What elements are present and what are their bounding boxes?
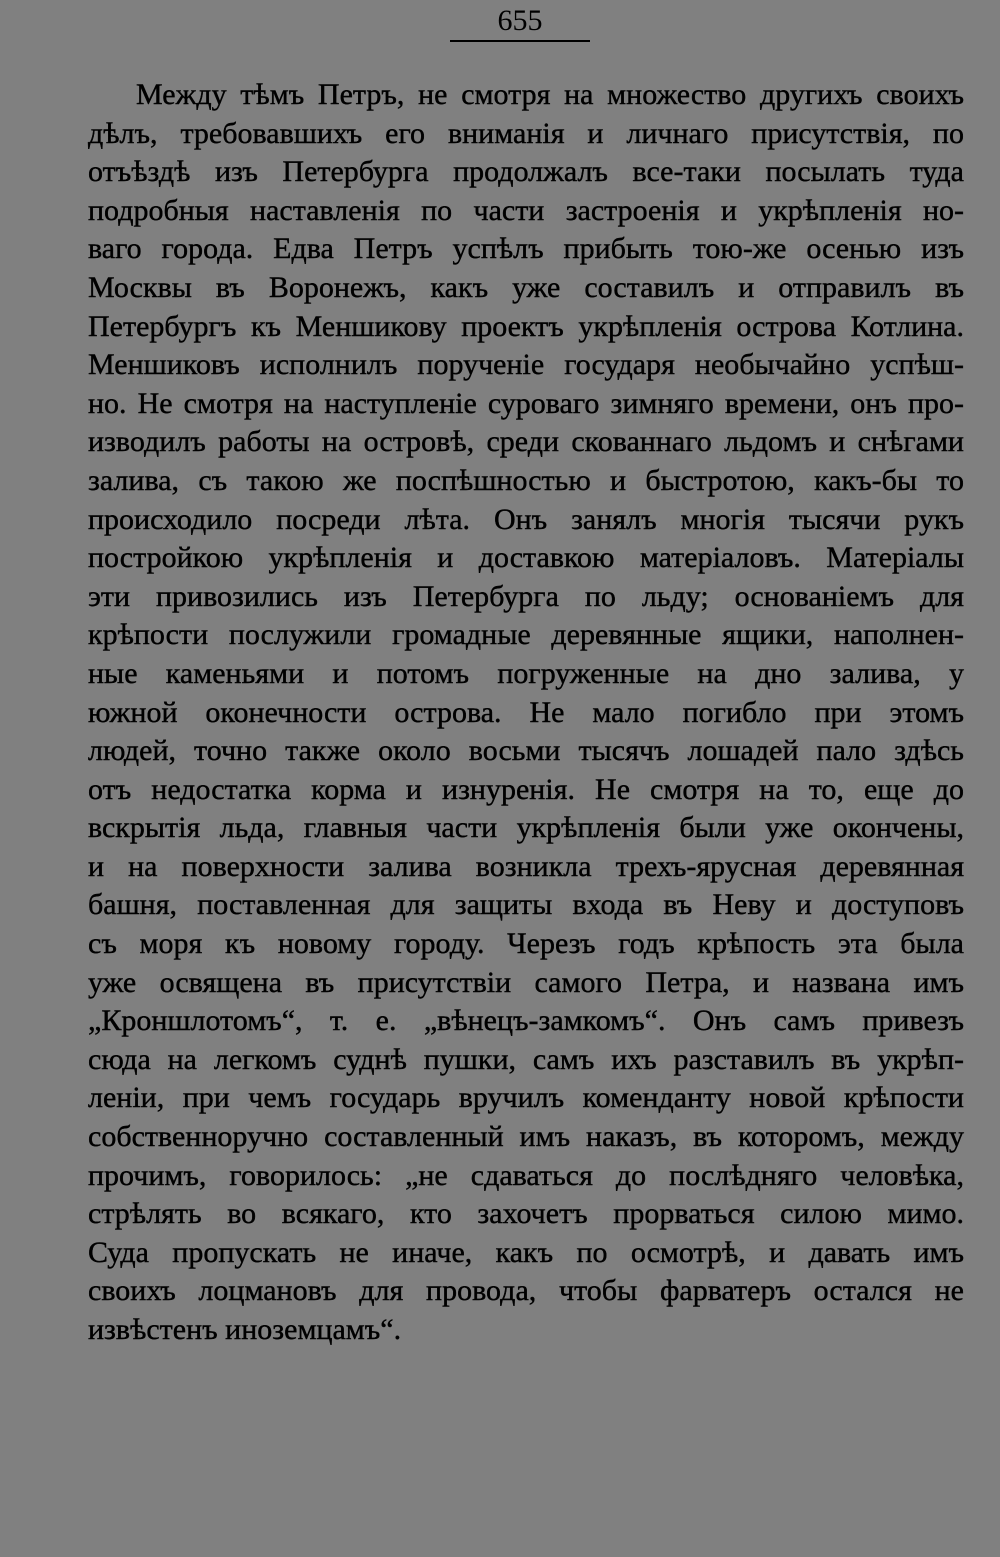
body-text: [88, 76, 964, 1350]
text-line: ные каменьями и потомъ погруженные на дно залива, у: [88, 656, 964, 690]
text-line: изводилъ работы на островѣ, среди скованнаго льдомъ и снѣгами: [88, 425, 964, 459]
text-line: постройкою укрѣпленія и доставкою матеріаловъ. Матеріалы: [88, 541, 964, 575]
text-line: своихъ лоцмановъ для провода, чтобы фарватеръ остался не: [88, 1274, 964, 1308]
text-line: эти привозились изъ Петербурга по льду; основаніемъ для: [88, 579, 964, 613]
page-number: 655: [497, 4, 543, 37]
text-line: собственноручно составленный имъ наказъ, въ которомъ, между: [88, 1120, 964, 1154]
text-line: стрѣлять во всякаго, кто захочетъ прорваться силою мимо.: [88, 1197, 964, 1231]
text-line: сюда на легкомъ суднѣ пушки, самъ ихъ разставилъ въ укрѣп-: [88, 1042, 964, 1076]
text-line: дѣлъ, требовавшихъ его вниманія и личнаго присутствія, по: [88, 116, 964, 150]
text-line: прочимъ, говорилось: „не сдаваться до послѣдняго человѣка,: [88, 1158, 964, 1192]
text-line: съ моря къ новому городу. Черезъ годъ крѣпость эта была: [88, 927, 964, 961]
text-line: людей, точно также около восьми тысячъ лошадей пало здѣсь: [88, 734, 964, 768]
text-line: Суда пропускать не иначе, какъ по осмотрѣ, и давать имъ: [88, 1235, 964, 1269]
text-line: подробныя наставленія по части застроенія и укрѣпленія но-: [88, 193, 964, 227]
text-line: но. Не смотря на наступленіе суроваго зимняго времени, онъ про-: [88, 386, 964, 420]
text-line: ваго города. Едва Петръ успѣлъ прибыть тою-же осенью изъ: [88, 232, 964, 266]
text-line: крѣпости послужили громадные деревянные ящики, наполнен-: [88, 618, 964, 652]
text-line: Меншиковъ исполнилъ порученіе государя необычайно успѣш-: [88, 348, 964, 382]
text-line: извѣстенъ иноземцамъ“.: [88, 1313, 402, 1346]
text-line: башня, поставленная для защиты входа въ Неву и доступовъ: [88, 888, 964, 922]
text-line: Петербургъ къ Меншикову проектъ укрѣпленія острова Котлина.: [88, 309, 964, 343]
text-line: и на поверхности залива возникла трехъ-ярусная деревянная: [88, 849, 964, 883]
page-number-rule: [450, 40, 590, 42]
text-line: Между тѣмъ Петръ, не смотря на множество другихъ своихъ: [136, 78, 964, 111]
text-line: леніи, при чемъ государь вручилъ коменданту новой крѣпости: [88, 1081, 964, 1115]
text-line: залива, съ такою же поспѣшностью и быстротою, какъ-бы то: [88, 463, 964, 497]
text-line: Москвы въ Воронежъ, какъ уже составилъ и отправилъ въ: [88, 270, 964, 304]
text-line: вскрытія льда, главныя части укрѣпленія были уже окончены,: [88, 811, 964, 845]
text-line: уже освящена въ присутствіи самого Петра, и названа имъ: [88, 965, 964, 999]
text-line: „Кроншлотомъ“, т. е. „вѣнецъ-замкомъ“. Онъ самъ привезъ: [88, 1004, 964, 1038]
text-line: южной оконечности острова. Не мало погибло при этомъ: [88, 695, 964, 729]
text-line: происходило посреди лѣта. Онъ занялъ многія тысячи рукъ: [88, 502, 964, 536]
text-line: отъ недостатка корма и изнуренія. Не смотря на то, еще до: [88, 772, 964, 806]
text-line: отъѣздѣ изъ Петербурга продолжалъ все-таки посылать туда: [88, 155, 964, 189]
